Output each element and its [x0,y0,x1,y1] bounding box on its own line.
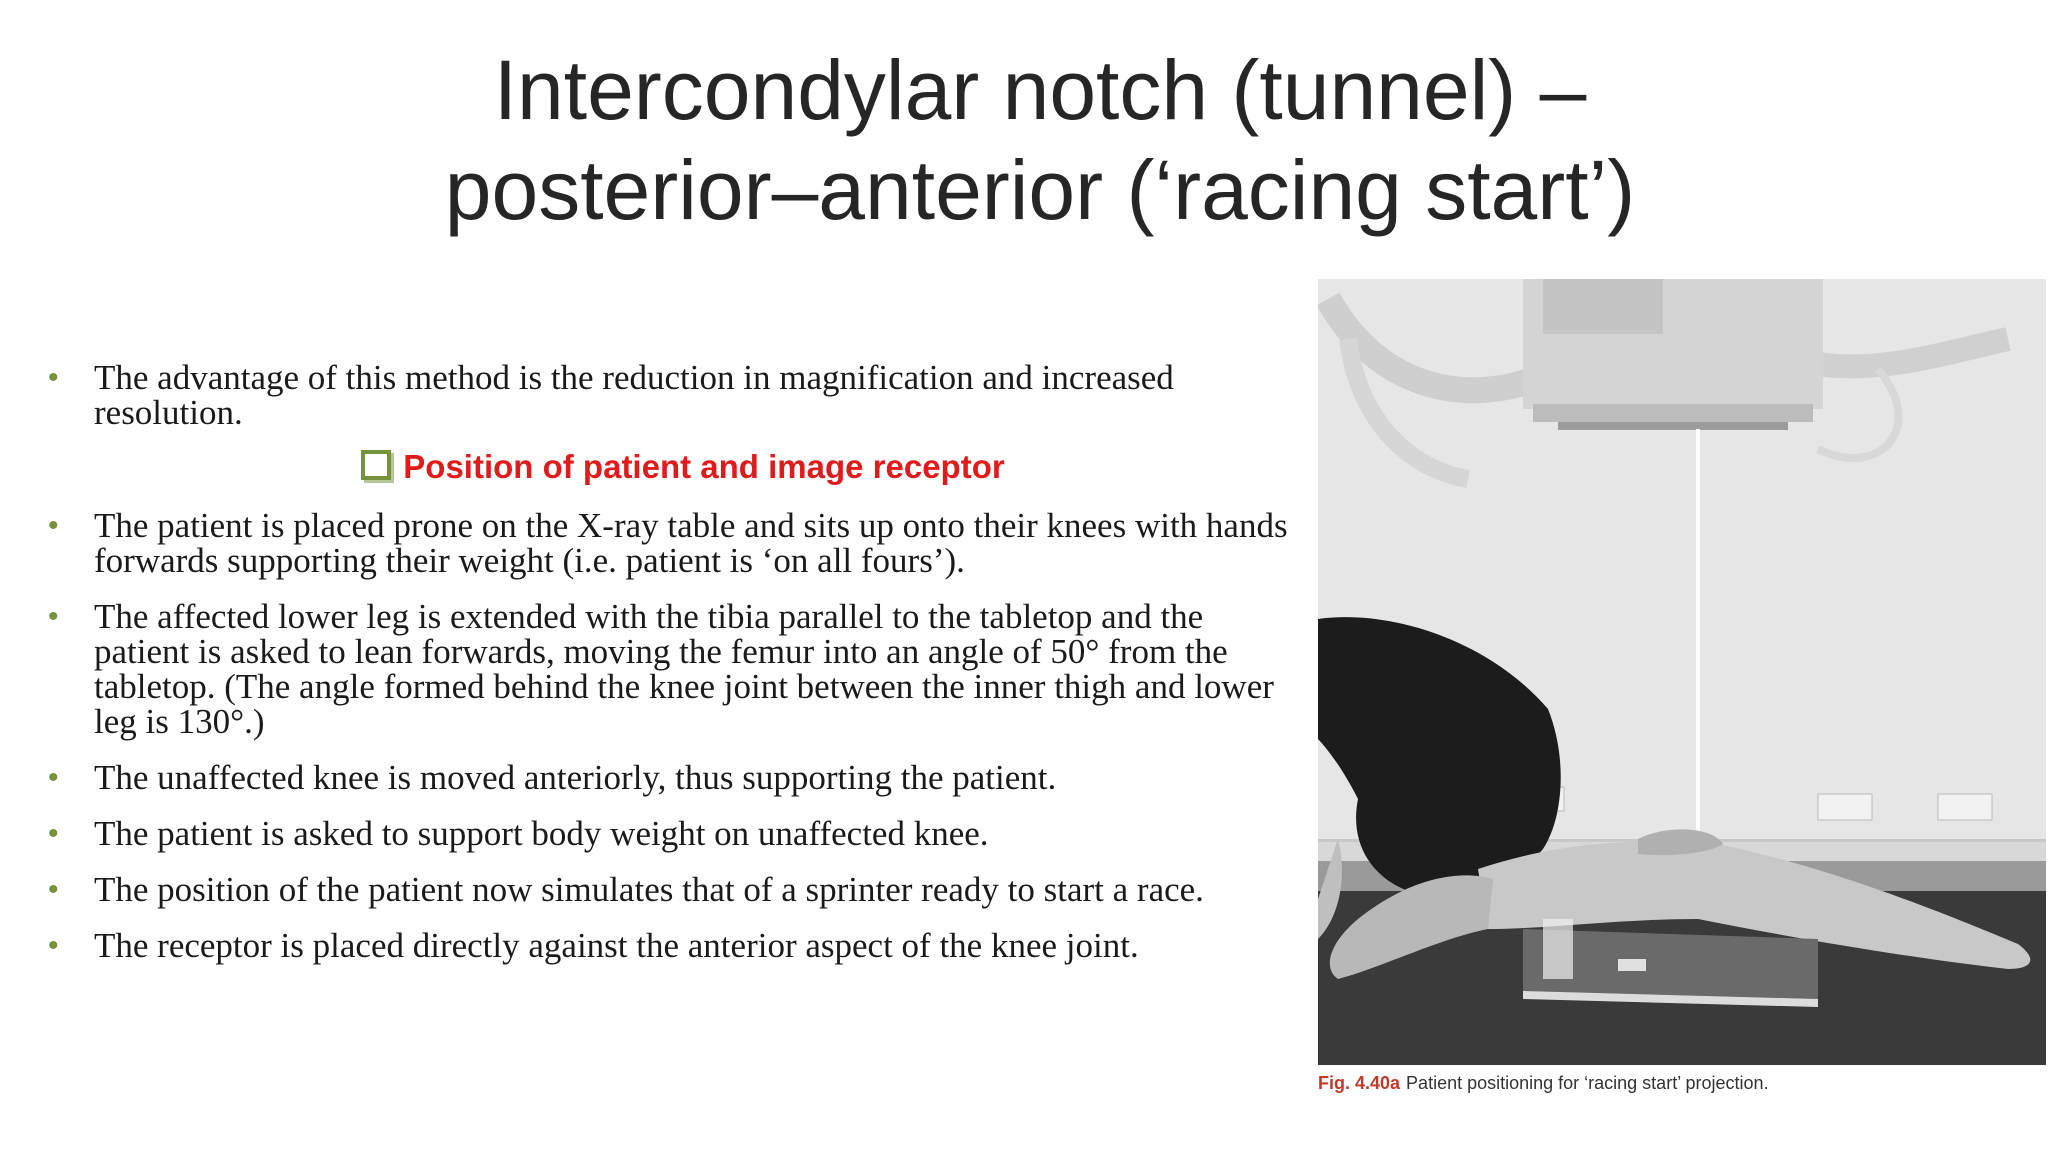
title-line-1: Intercondylar notch (tunnel) – [493,43,1587,137]
bullet-text: The unaffected knee is moved anteriorly, thus supporting the patient. [94,758,1057,797]
bullet-item [48,872,1288,907]
bullet-dot-icon: • [48,873,59,906]
figure-caption-text: Patient positioning for ‘racing start’ projection. [1406,1073,1769,1093]
bullet-list [48,360,1288,984]
bullet-text: The patient is asked to support body weight on unaffected knee. [94,814,989,853]
figure-caption [1318,1073,2046,1094]
bullet-dot-icon: • [48,509,59,542]
bullet-text: The position of the patient now simulates that of a sprinter ready to start a race. [94,870,1204,909]
bullet-text: The affected lower leg is extended with the tibia parallel to the tabletop and the patient is asked to lean forwards, moving the femur into an angle of 50° from the tabletop. (The angle formed behind the knee joint between the inner thigh and lower leg is 130°.) [94,597,1274,741]
bullet-dot-icon: • [48,761,59,794]
subheading-text: Position of patient and image receptor [403,448,1005,485]
patient-positioning-photo [1318,279,2046,1065]
figure-label: Fig. 4.40a [1318,1073,1401,1093]
bullet-dot-icon: • [48,929,59,962]
bullet-dot-icon: • [48,817,59,850]
bullet-item [48,599,1288,739]
bullet-item [48,360,1288,430]
bullet-item [48,928,1288,963]
title-line-2: posterior–anterior (‘racing start’) [444,143,1636,237]
bullet-text: The patient is placed prone on the X-ray table and sits up onto their knees with hands forwards supporting their weight (i.e. patient is ‘on all fours’). [94,506,1288,580]
bullet-item [48,760,1288,795]
checkbox-bullet-icon [361,450,391,480]
section-subheading [48,445,1288,489]
bullet-dot-icon: • [48,600,59,633]
bullet-text: The advantage of this method is the reduction in magnification and increased resolution. [94,358,1174,432]
slide-title [300,40,1780,240]
bullet-item [48,508,1288,578]
bullet-item [48,816,1288,851]
bullet-text: The receptor is placed directly against the anterior aspect of the knee joint. [94,926,1139,965]
bullet-dot-icon: • [48,361,59,394]
